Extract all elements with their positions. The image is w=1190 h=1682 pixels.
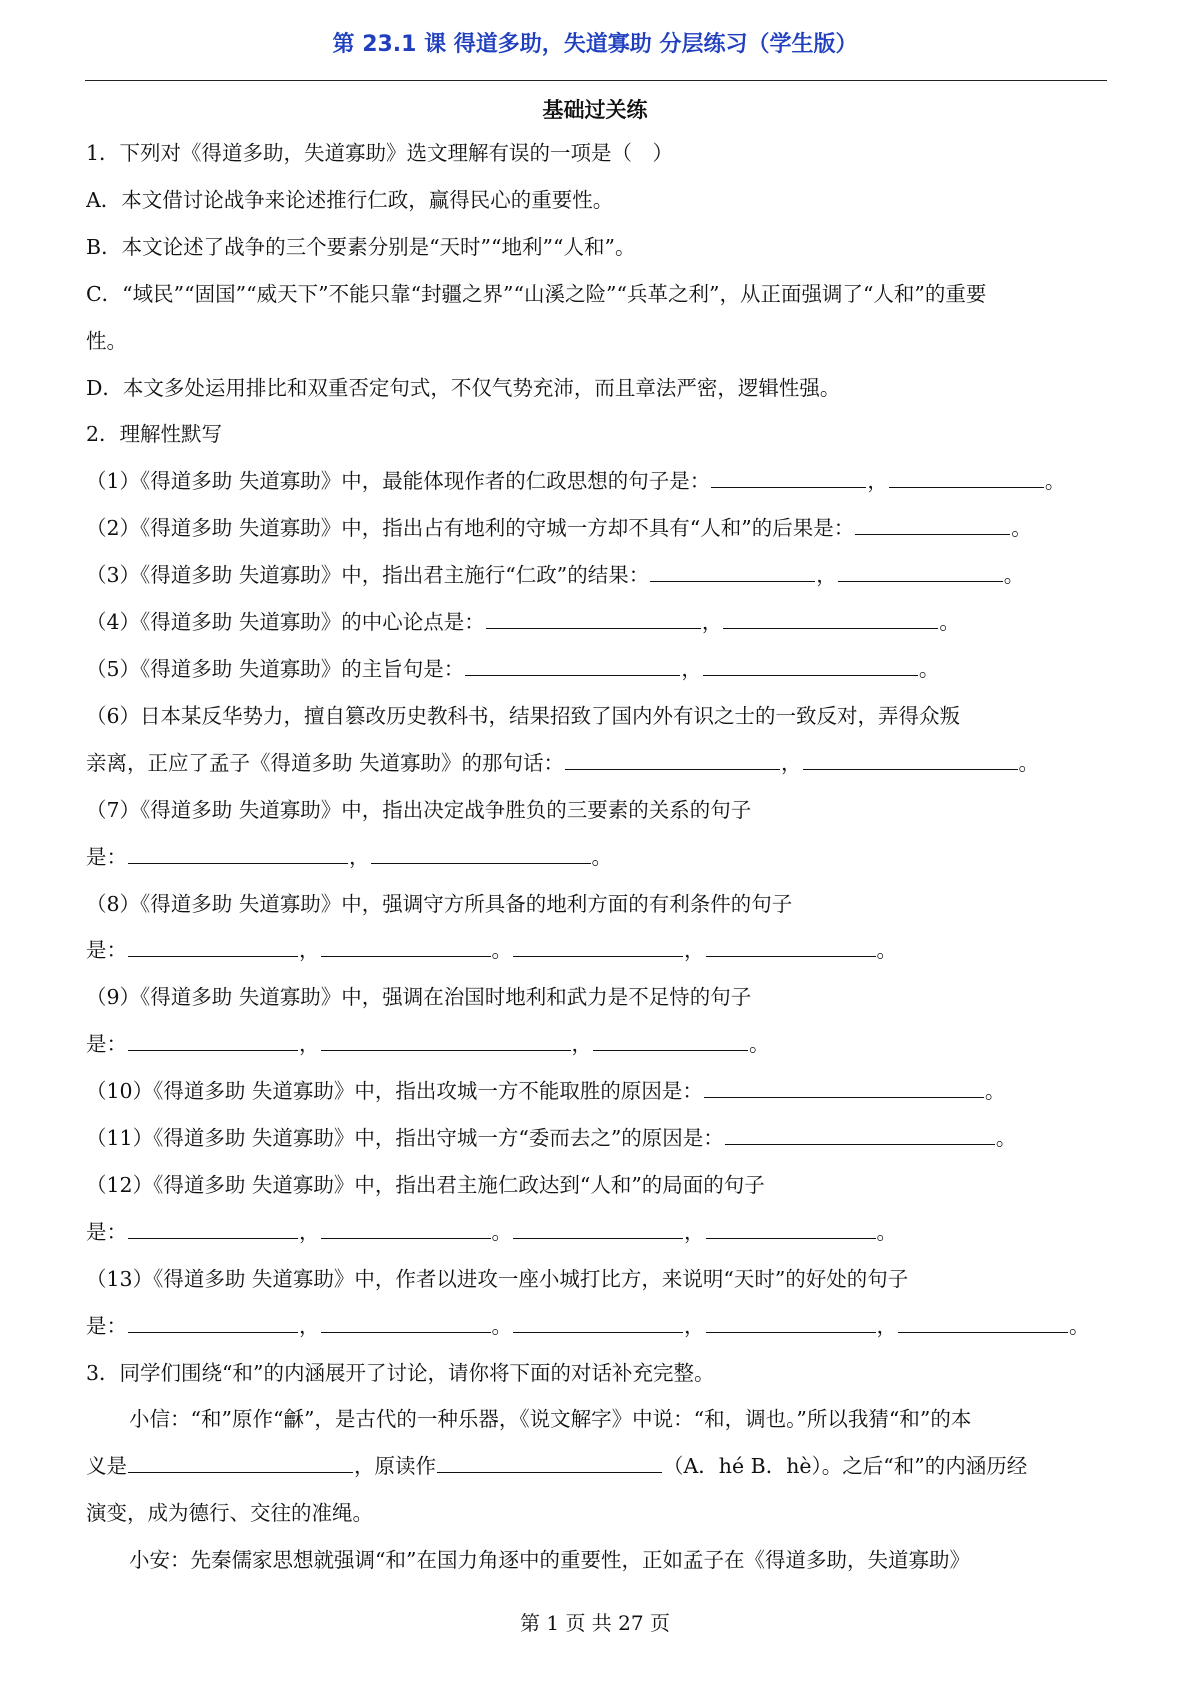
document-title: 第 23.1 课 得道多助，失道寡助 分层练习（学生版） [332, 32, 858, 57]
answer-blank[interactable] [706, 1312, 876, 1333]
q2-item-10: （10）《得道多助 失道寡助》中，指出攻城一方不能取胜的原因是： 。 [86, 1079, 1006, 1104]
answer-blank[interactable] [704, 1077, 984, 1098]
answer-blank[interactable] [321, 1312, 491, 1333]
page-footer: 第 1 页 共 27 页 [520, 1611, 670, 1635]
answer-blank[interactable] [898, 1312, 1068, 1333]
answer-blank[interactable] [703, 655, 918, 676]
answer-blank[interactable] [513, 936, 683, 957]
answer-blank[interactable] [723, 608, 938, 629]
answer-blank[interactable] [650, 561, 815, 582]
answer-blank[interactable] [321, 936, 491, 957]
q3-paragraph-2: 小安：先秦儒家思想就强调“和”在国力角逐中的重要性，正如孟子在《得道多助，失道寡助》 [129, 1548, 970, 1573]
answer-blank[interactable] [437, 1452, 662, 1473]
q3-paragraph-1-end: 演变，成为德行、交往的准绳。 [86, 1501, 373, 1526]
q2-stem: 2．理解性默写 [86, 422, 223, 447]
q2-item-7: （7）《得道多助 失道寡助》中，指出决定战争胜负的三要素的关系的句子 [86, 797, 752, 822]
q1-stem: 1．下列对《得道多助，失道寡助》选文理解有误的一项是（ ） [86, 141, 674, 165]
answer-blank[interactable] [889, 467, 1044, 488]
answer-blank[interactable] [711, 467, 866, 488]
answer-blank[interactable] [128, 1312, 298, 1333]
q2-item-11: （11）《得道多助 失道寡助》中，指出守城一方“委而去之”的原因是： 。 [86, 1126, 1017, 1151]
q2-item-9-answer: 是： ， ， 。 [86, 1032, 770, 1057]
answer-blank[interactable] [513, 1218, 683, 1239]
q2-item-5: （5）《得道多助 失道寡助》的主旨句是： ， 。 [86, 656, 940, 681]
answer-blank[interactable] [838, 561, 1003, 582]
section-title: 基础过关练 [542, 98, 648, 122]
answer-blank[interactable] [321, 1218, 491, 1239]
q2-item-2: （2）《得道多助 失道寡助》中，指出占有地利的守城一方却不具有“人和”的后果是： 。 [86, 516, 1032, 541]
q2-item-8: （8）《得道多助 失道寡助》中，强调守方所具备的地利方面的有利条件的句子 [86, 891, 793, 916]
answer-blank[interactable] [513, 1312, 683, 1333]
q2-item-12-answer: 是： ， 。 ， 。 [86, 1219, 897, 1244]
answer-blank[interactable] [465, 655, 680, 676]
q2-item-6: （6）日本某反华势力，擅自篡改历史教科书，结果招致了国内外有识之士的一致反对，弄得众叛 [86, 703, 961, 728]
answer-blank[interactable] [593, 1030, 748, 1051]
q1-option-d: D．本文多处运用排比和双重否定句式，不仅气势充沛，而且章法严密，逻辑性强。 [86, 375, 841, 400]
q2-item-13-answer: 是： ， 。 ， ， 。 [86, 1313, 1090, 1338]
q2-item-13: （13）《得道多助 失道寡助》中，作者以进攻一座小城打比方，来说明“天时”的好处的句子 [86, 1266, 909, 1291]
answer-blank[interactable] [321, 1030, 571, 1051]
q1-option-b: B．本文论述了战争的三个要素分别是“天时”“地利”“人和”。 [86, 234, 636, 259]
q3-paragraph-1-cont: 义是 ，原读作 （A．hé B．hè）。之后“和”的内涵历经 [86, 1454, 1028, 1479]
answer-blank[interactable] [855, 514, 1010, 535]
q2-item-7-answer: 是： ， 。 [86, 844, 612, 869]
answer-blank[interactable] [128, 843, 348, 864]
header-divider [85, 80, 1107, 81]
document-body [86, 130, 1106, 1584]
q2-item-6-cont: 亲离，正应了孟子《得道多助 失道寡助》的那句话： ， 。 [86, 750, 1040, 775]
answer-blank[interactable] [706, 936, 876, 957]
q1-option-c-cont: 性。 [86, 328, 127, 353]
answer-blank[interactable] [128, 1218, 298, 1239]
answer-blank[interactable] [371, 843, 591, 864]
answer-blank[interactable] [128, 1452, 353, 1473]
answer-blank[interactable] [725, 1124, 995, 1145]
q2-item-3: （3）《得道多助 失道寡助》中，指出君主施行“仁政”的结果： ， 。 [86, 563, 1025, 588]
answer-blank[interactable] [803, 749, 1018, 770]
q2-item-9: （9）《得道多助 失道寡助》中，强调在治国时地利和武力是不足恃的句子 [86, 985, 752, 1010]
q2-item-8-answer: 是： ， 。 ， 。 [86, 938, 897, 963]
q2-item-1: （1）《得道多助 失道寡助》中，最能体现作者的仁政思想的句子是： ， 。 [86, 469, 1066, 494]
q3-paragraph-1: 小信：“和”原作“龢”，是古代的一种乐器，《说文解字》中说：“和，调也。”所以我猜“和”的本 [129, 1407, 972, 1432]
answer-blank[interactable] [486, 608, 701, 629]
q1-option-a: A．本文借讨论战争来论述推行仁政，赢得民心的重要性。 [86, 187, 614, 212]
q1-option-c: C．“域民”“固国”“威天下”不能只靠“封疆之界”“山溪之险”“兵革之利”，从正面强调了“人和”的重要 [86, 281, 987, 306]
q2-item-4: （4）《得道多助 失道寡助》的中心论点是： ， 。 [86, 610, 960, 635]
q2-item-12: （12）《得道多助 失道寡助》中，指出君主施仁政达到“人和”的局面的句子 [86, 1172, 765, 1197]
q3-stem: 3．同学们围绕“和”的内涵展开了讨论，请你将下面的对话补充完整。 [86, 1360, 715, 1385]
answer-blank[interactable] [128, 1030, 298, 1051]
answer-blank[interactable] [128, 936, 298, 957]
answer-blank[interactable] [565, 749, 780, 770]
answer-blank[interactable] [706, 1218, 876, 1239]
